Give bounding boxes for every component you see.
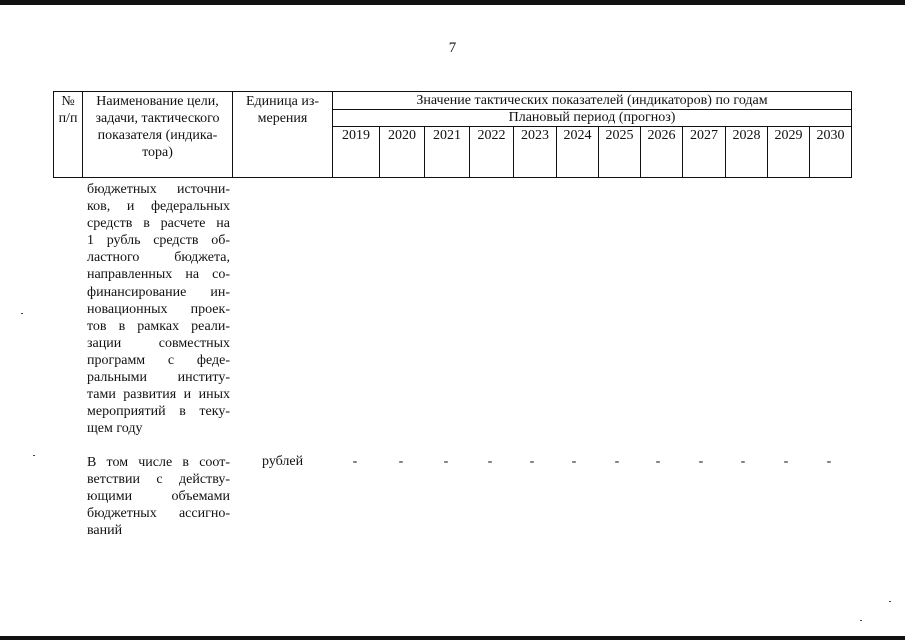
- value-cell: -: [529, 454, 535, 469]
- value-cell: -: [740, 454, 746, 469]
- value-cell: -: [614, 454, 620, 469]
- header-planning-period: Плановый период (прогноз): [508, 110, 676, 125]
- scan-speck: [33, 455, 35, 456]
- value-cell: -: [443, 454, 449, 469]
- row-subindicator-name: В том числе в соот- ветствии с действу- ющими объемами бюджетных ассигно- ваний: [87, 455, 230, 539]
- year-cell: 2025: [605, 128, 634, 143]
- row-indicator-name: бюджетных источни- ков, и федеральных средств в расчете на 1 рубль средств об- ластного бюджета, направленных на со- финансирование ин- новационных проек- тов в рамках реали- зации совместных программ с феде- ральными институ- тами развития и иных мероприятий в теку- щем году: [87, 182, 230, 437]
- value-cell: -: [826, 454, 832, 469]
- bottom-edge-bar: [0, 636, 905, 640]
- row-unit: рублей: [262, 454, 304, 469]
- value-cell: -: [487, 454, 493, 469]
- value-cell: -: [698, 454, 704, 469]
- year-cell: 2029: [774, 128, 803, 143]
- header-unit-label: Единица из- мерения: [245, 94, 320, 126]
- header-name-label: Наименование цели, задачи, тактического показателя (индика- тора): [95, 94, 220, 160]
- top-edge-bar: [0, 0, 905, 5]
- year-cell: 2027: [690, 128, 718, 143]
- year-cell: 2024: [563, 128, 592, 143]
- scan-speck: [889, 601, 891, 602]
- year-cell: 2023: [521, 128, 549, 143]
- value-cell: -: [398, 454, 404, 469]
- value-cell: -: [571, 454, 577, 469]
- year-cell: 2019: [342, 128, 370, 143]
- header-value-title: Значение тактических показателей (индикаторов) по годам: [416, 93, 768, 108]
- value-cell: -: [655, 454, 661, 469]
- page-number: 7: [448, 40, 457, 56]
- year-cell: 2021: [433, 128, 461, 143]
- value-cell: -: [783, 454, 789, 469]
- year-cell: 2022: [477, 128, 506, 143]
- year-cell: 2030: [816, 128, 845, 143]
- year-cell: 2026: [647, 128, 676, 143]
- year-cell: 2028: [732, 128, 761, 143]
- header-num-label: № п/п: [58, 94, 78, 126]
- year-cell: 2020: [388, 128, 416, 143]
- table-header: [53, 91, 852, 178]
- scan-speck: [21, 313, 23, 314]
- scan-speck: [860, 620, 862, 621]
- value-cell: -: [352, 454, 358, 469]
